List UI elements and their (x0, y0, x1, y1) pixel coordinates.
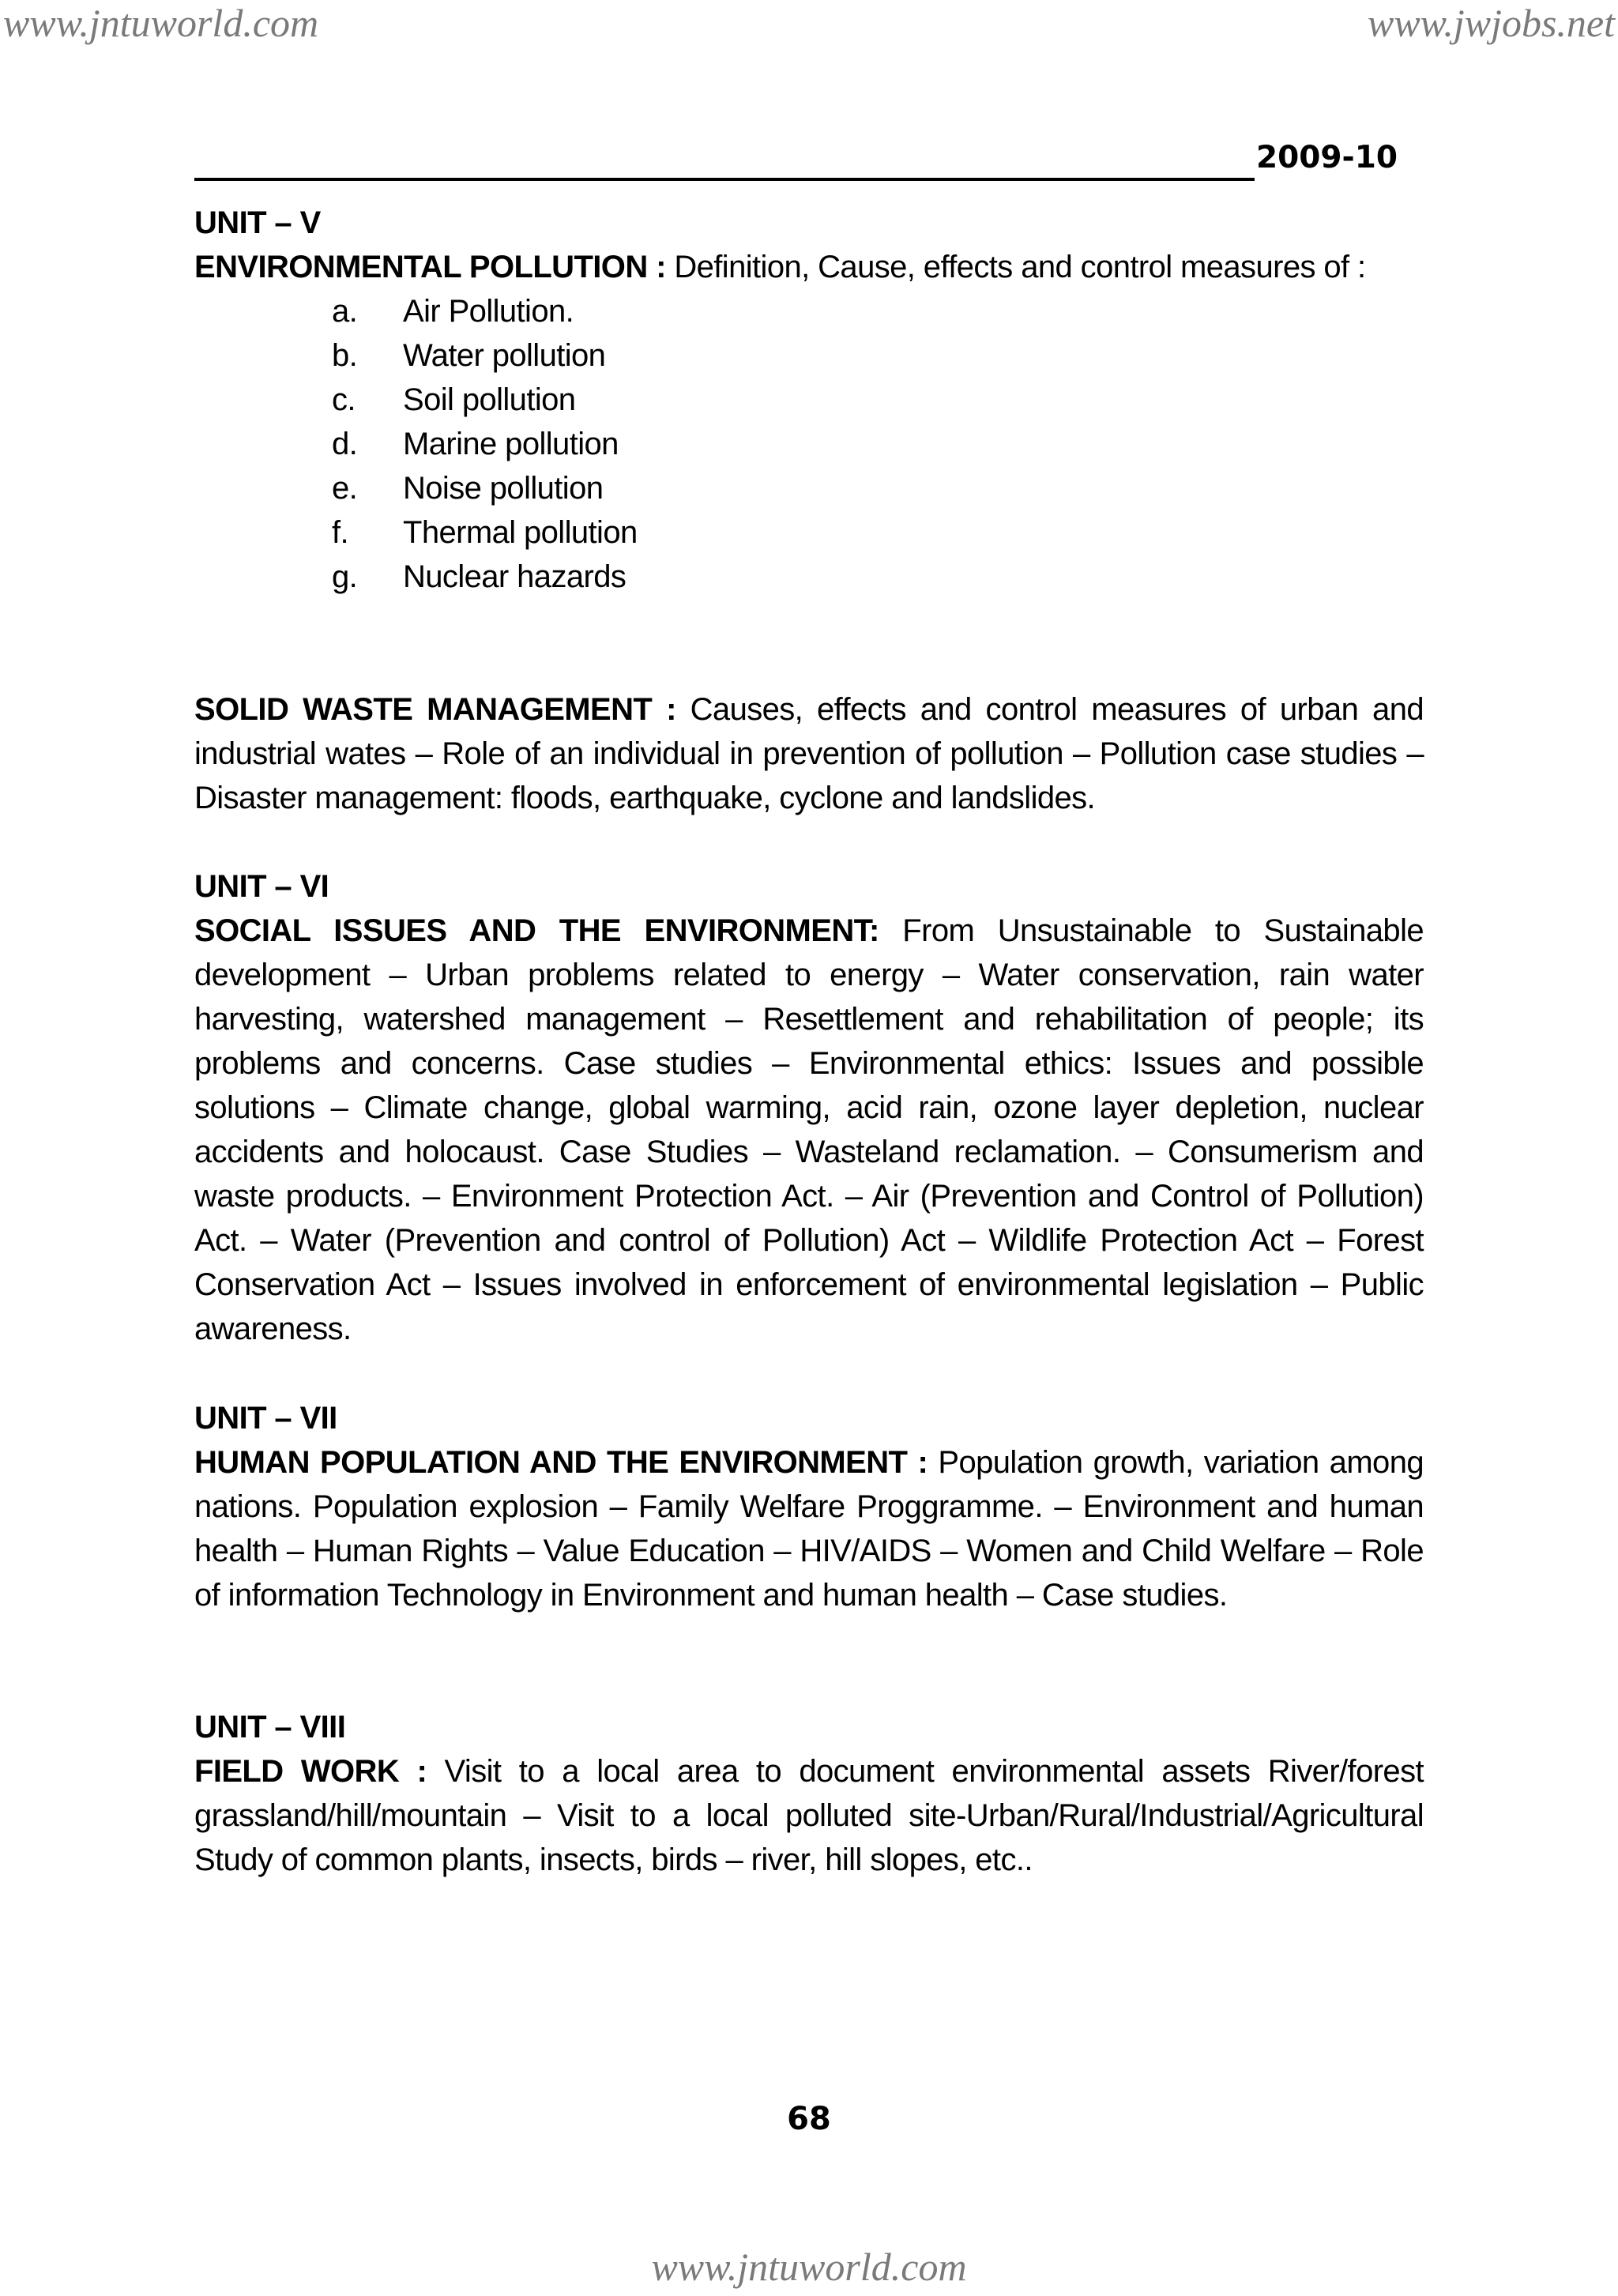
list-marker: c. (332, 382, 356, 417)
solid-waste-lead-bold: SOLID WASTE MANAGEMENT : (194, 692, 676, 727)
list-marker: b. (332, 338, 358, 373)
list-marker: d. (332, 427, 358, 461)
unit-8-title: UNIT – VIII (194, 1710, 346, 1745)
unit-5-lead-text: Definition, Cause, effects and control measures of : (665, 250, 1366, 284)
solid-waste-text: Causes, effects and control measures of urban and industrial wates – Role of an individual in prevention of pollution – Pollution case studies – Disaster management: floods, earthquake, cyclone and landslides. (194, 692, 1424, 815)
unit-8-section (194, 1705, 1424, 1882)
unit-7-section (194, 1396, 1424, 1617)
unit-7-title: UNIT – VII (194, 1401, 337, 1436)
unit-6-lead-bold: SOCIAL ISSUES AND THE ENVIRONMENT: (194, 913, 879, 948)
list-item-text: Soil pollution (403, 382, 576, 417)
list-item (332, 466, 638, 510)
list-item (332, 333, 638, 378)
unit-6-text: From Unsustainable to Sustainable development – Urban problems related to energy – Water conservation, rain water harvesting, watershed management – Resettlement and rehabilitation of people; its problems and concerns. Case studies – Environmental ethics: Issues and possible solutions – Climate change, global warming, acid rain, ozone layer depletion, nuclear accidents and holocaust. Case Studies – Wasteland reclamation. – Consumerism and waste products. – Environment Protection Act. – Air (Prevention and Control of Pollution) Act. – Water (Prevention and control of Pollution) Act – Wildlife Protection Act – Forest Conservation Act – Issues involved in enforcement of environmental legislation – Public awareness. (194, 913, 1424, 1346)
list-item (332, 555, 638, 599)
list-item (332, 378, 638, 422)
bottom-watermark: www.jntuworld.com (651, 2245, 967, 2289)
list-item-text: Thermal pollution (403, 515, 638, 550)
list-item-text: Water pollution (403, 338, 606, 373)
list-item-text: Marine pollution (403, 427, 619, 461)
list-marker: g. (332, 559, 358, 594)
top-left-watermark: www.jntuworld.com (3, 1, 319, 45)
top-right-watermark: www.jwjobs.net (1367, 1, 1615, 45)
list-item (332, 422, 638, 466)
unit-5-lead-bold: ENVIRONMENTAL POLLUTION : (194, 250, 666, 284)
list-item (332, 289, 638, 333)
list-marker: f. (332, 515, 349, 550)
pollution-types-list (332, 289, 638, 599)
unit-8-text: Visit to a local area to document environmental assets River/forest grassland/hill/mountain – Visit to a local polluted site-Urban/Rural/Industrial/Agricultural Study of common plants, insects, birds – river, hill slopes, etc.. (194, 1754, 1424, 1877)
unit-5-heading-block (194, 201, 1424, 289)
unit-6-title: UNIT – VI (194, 869, 329, 904)
unit-7-text: Population growth, variation among nations. Population explosion – Family Welfare Proggramme. – Environment and human health – Human Rights – Value Education – HIV/AIDS – Women and Child Welfare – Role of information Technology in Environment and human health – Case studies. (194, 1445, 1424, 1613)
solid-waste-paragraph (194, 687, 1424, 820)
list-item-text: Noise pollution (403, 471, 604, 506)
academic-year: 2009-10 (1256, 140, 1398, 175)
header-rule (194, 178, 1255, 181)
list-item (332, 510, 638, 555)
unit-7-lead-bold: HUMAN POPULATION AND THE ENVIRONMENT : (194, 1445, 928, 1480)
page-number: 68 (787, 2101, 831, 2137)
unit-5-title: UNIT – V (194, 205, 321, 240)
unit-8-lead-bold: FIELD WORK : (194, 1754, 427, 1789)
list-marker: e. (332, 471, 358, 506)
unit-6-section (194, 864, 1424, 1351)
list-marker: a. (332, 294, 358, 329)
list-item-text: Air Pollution. (403, 294, 574, 329)
list-item-text: Nuclear hazards (403, 559, 627, 594)
